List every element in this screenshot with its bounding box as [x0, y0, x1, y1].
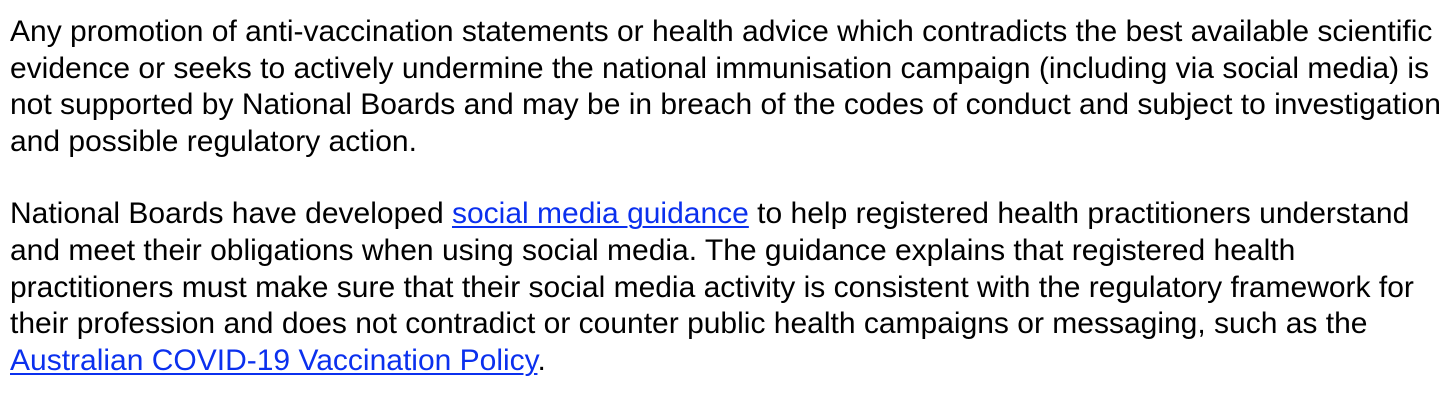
document-body — [10, 14, 1446, 379]
paragraph-social-media-guidance — [10, 196, 1446, 379]
paragraph-intro-text: National Boards have developed — [10, 197, 452, 231]
paragraph-anti-vaccination-text: Any promotion of anti-vaccination statements or health advice which contradicts the best available scientific evidence or seeks to actively undermine the national immunisation campaign (including via social media) is not supported by National Boards and may be in breach of the codes of conduct and subject to investigation and possible regulatory action. — [10, 15, 1441, 158]
paragraph-end-text: . — [537, 343, 546, 377]
paragraph-middle-text: to help registered health practitioners understand and meet their obligations when using social media. The guidance explains that registered health practitioners must make sure that their social media activity is consistent with the regulatory framework for their profession and does not contradict or counter public health campaigns or messaging, such as the — [10, 197, 1414, 341]
paragraph-anti-vaccination — [10, 14, 1446, 160]
vaccination-policy-link[interactable]: Australian COVID-19 Vaccination Policy — [10, 343, 538, 377]
social-media-guidance-link[interactable]: social media guidance — [451, 197, 749, 231]
